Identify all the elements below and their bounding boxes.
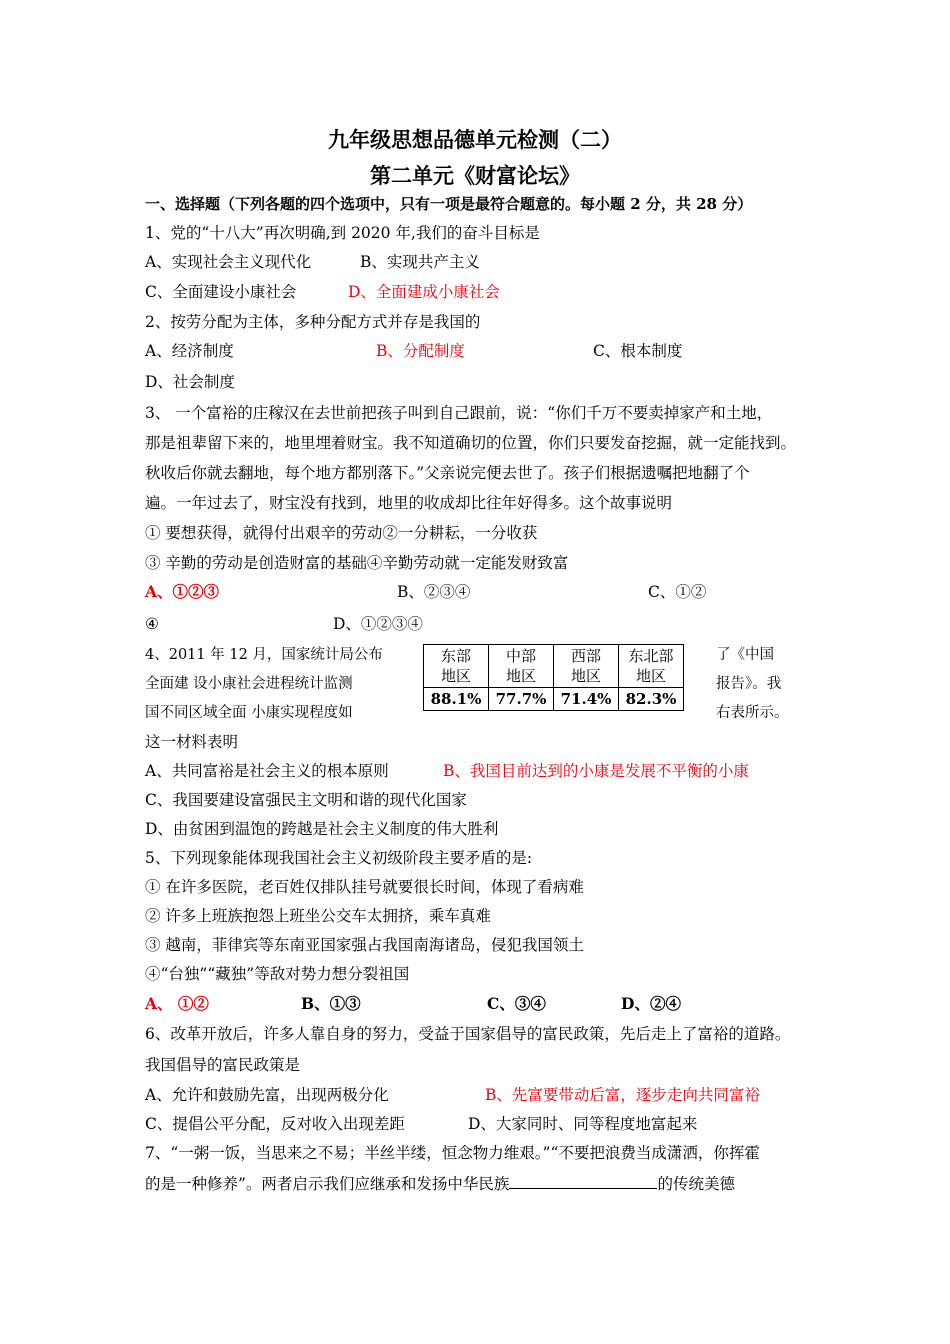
table-cell-northeast: 82.3%	[619, 688, 684, 711]
q5-statement-line: ② 许多上班族抱怨上班坐公交车太拥挤，乘车真难	[145, 907, 491, 925]
q1-stem: 1、党的“十八大”再次明确,到 2020 年,我们的奋斗目标是	[145, 224, 540, 242]
q1-option-a: A、实现社会主义现代化	[145, 253, 312, 271]
q2-option-c: C、根本制度	[593, 342, 683, 360]
region-progress-table	[423, 644, 684, 711]
q7-answer-blank[interactable]	[509, 1173, 657, 1189]
q5-option-d: D、②④	[621, 994, 681, 1013]
q1-option-d-answer: D、全面建成小康社会	[348, 283, 500, 301]
q3-text-line: 3、 一个富裕的庄稼汉在去世前把孩子叫到自己跟前，说：“你们千万不要卖掉家产和土地，	[145, 404, 773, 422]
q4-text-line: 这一材料表明	[145, 733, 239, 751]
table-cell-east: 88.1%	[424, 688, 489, 711]
q3-option-d: D、①②③④	[333, 615, 423, 633]
q3-text-line: 遍。一年过去了，财宝没有找到，地里的收成却比往年好得多。这个故事说明	[145, 494, 673, 512]
table-header-northeast: 东北部 地区	[619, 645, 684, 688]
table-cell-west: 71.4%	[554, 688, 619, 711]
table-cell-central: 77.7%	[489, 688, 554, 711]
q3-option-b: B、②③④	[397, 583, 471, 601]
q5-option-c: C、③④	[487, 994, 546, 1013]
q4-text-line: 全面建 设小康社会进程统计监测	[145, 676, 353, 692]
q7-text-line: 7、“一粥一饭，当思来之不易；半丝半缕，恒念物力维艰。”“不要把浪费当成潇洒，你挥霍	[145, 1144, 760, 1162]
q5-statement-line: ① 在许多医院，老百姓仅排队挂号就要很长时间，体现了看病难	[145, 878, 584, 896]
q6-text-line: 我国倡导的富民政策是	[145, 1056, 301, 1074]
q5-statement-line: ③ 越南，菲律宾等东南亚国家强占我国南海诸岛，侵犯我国领土	[145, 936, 584, 954]
table-header-east: 东部 地区	[424, 645, 489, 688]
q4-option-b-answer: B、我国目前达到的小康是发展不平衡的小康	[443, 762, 749, 780]
q3-statement-line: ① 要想获得，就得付出艰辛的劳动②一分耕耘，一分收获	[145, 524, 538, 542]
section-heading: 一、选择题（下列各题的四个选项中，只有一项是最符合题意的。每小题 2 分，共 28 分）	[145, 195, 753, 213]
q4-text-right: 报告》。我	[716, 676, 782, 692]
page-title: 九年级思想品德单元检测（二）	[328, 127, 622, 152]
q2-option-d: D、社会制度	[145, 373, 235, 391]
table-header-central: 中部 地区	[489, 645, 554, 688]
table-header-row	[424, 645, 684, 688]
q7-text-line	[145, 1173, 735, 1195]
q4-text-right: 了《中国	[716, 647, 774, 663]
q2-option-b-answer: B、分配制度	[376, 342, 465, 360]
q6-option-c: C、提倡公平分配，反对收入出现差距	[145, 1115, 405, 1133]
q5-option-a-answer: A、 ①②	[145, 994, 209, 1013]
q3-option-c-continued: ④	[145, 615, 159, 633]
q3-statement-line: ③ 辛勤的劳动是创造财富的基础④辛勤劳动就一定能发财致富	[145, 554, 569, 572]
q2-stem: 2、按劳分配为主体，多种分配方式并存是我国的	[145, 313, 481, 331]
q1-option-c: C、全面建设小康社会	[145, 283, 297, 301]
q4-text-right: 右表所示。	[716, 705, 789, 721]
q6-option-b-answer: B、先富要带动后富，逐步走向共同富裕	[485, 1086, 760, 1104]
q6-option-d: D、大家同时、同等程度地富起来	[468, 1115, 698, 1133]
q6-option-a: A、允许和鼓励先富，出现两极分化	[145, 1086, 389, 1104]
q3-option-c: C、①②	[648, 583, 707, 601]
q1-option-b: B、实现共产主义	[360, 253, 480, 271]
q7-text-before-blank: 的是一种修养”。两者启示我们应继承和发扬中华民族	[145, 1175, 510, 1193]
table-row	[424, 688, 684, 711]
q7-text-after-blank: 的传统美德	[657, 1175, 735, 1193]
q4-option-a: A、共同富裕是社会主义的根本原则	[145, 762, 389, 780]
q5-statement-line: ④“台独”“藏独”等敌对势力想分裂祖国	[145, 965, 410, 983]
q3-text-line: 秋收后你就去翻地，每个地方都别落下。”父亲说完便去世了。孩子们根据遗嘱把地翻了个	[145, 464, 750, 482]
table-header-west: 西部 地区	[554, 645, 619, 688]
q4-text-line: 国不同区域全面 小康实现程度如	[145, 705, 353, 721]
q2-option-a: A、经济制度	[145, 342, 234, 360]
q3-text-line: 那是祖辈留下来的，地里埋着财宝。我不知道确切的位置，你们只要发奋挖掘，就一定能找到。	[145, 434, 797, 452]
q3-option-a-answer: A、①②③	[145, 582, 220, 601]
unit-subtitle: 第二单元《财富论坛》	[370, 163, 580, 188]
q4-option-d: D、由贫困到温饱的跨越是社会主义制度的伟大胜利	[145, 820, 499, 838]
q5-stem: 5、下列现象能体现我国社会主义初级阶段主要矛盾的是:	[145, 849, 533, 867]
q4-option-c: C、我国要建设富强民主文明和谐的现代化国家	[145, 791, 467, 809]
q4-text-line: 4、2011 年 12 月，国家统计局公布	[145, 647, 383, 663]
q6-text-line: 6、改革开放后，许多人靠自身的努力，受益于国家倡导的富民政策，先后走上了富裕的道路。	[145, 1025, 791, 1043]
q5-option-b: B、①③	[301, 994, 361, 1013]
